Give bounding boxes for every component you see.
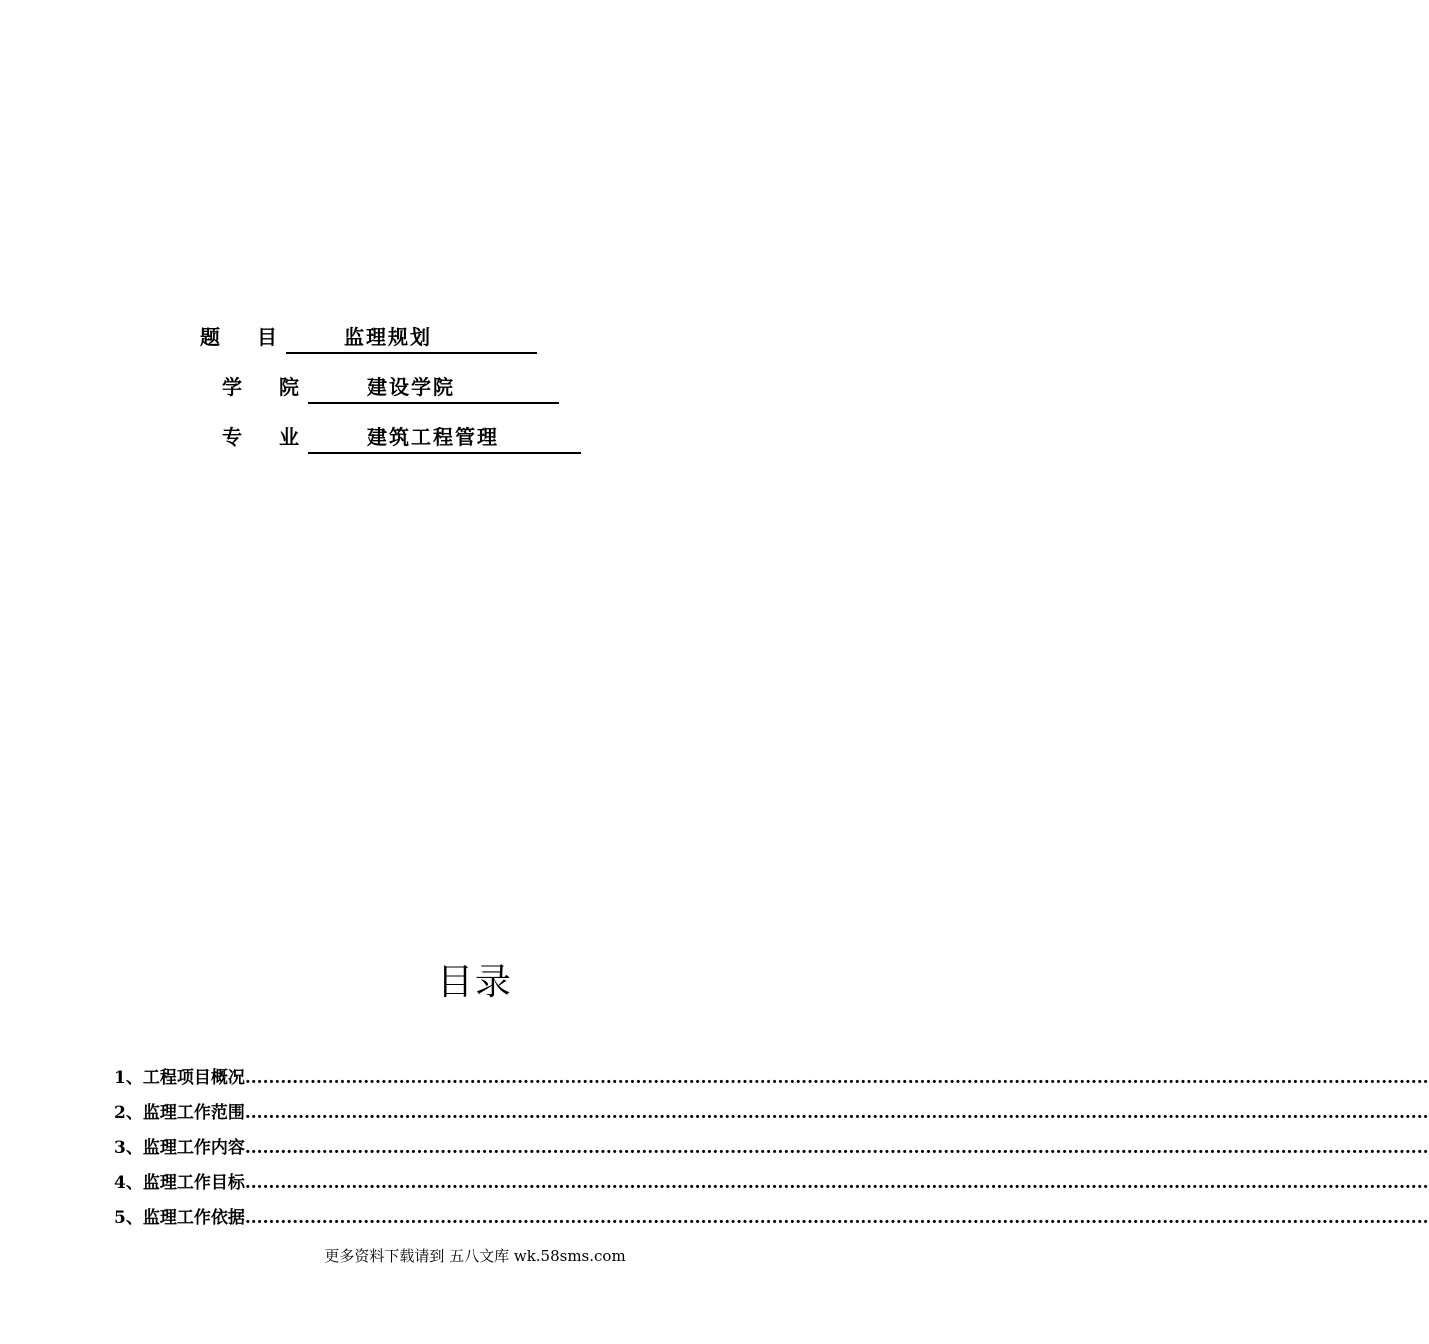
toc-item[interactable] — [114, 1161, 1429, 1196]
cover-major-label-char-2: 业 — [279, 425, 300, 449]
cover-major-value: 建筑工程管理 — [367, 425, 499, 449]
cover-college-label-char-1: 学 — [222, 375, 243, 399]
cover-college-label — [222, 372, 300, 402]
toc-leader-dots: ........................................................................................................................................................................................................ — [244, 1208, 1429, 1228]
cover-major-label-char-1: 专 — [222, 425, 243, 449]
cover-major-row — [222, 422, 582, 454]
toc-leader-dots: ........................................................................................................................................................................................................ — [244, 1103, 1429, 1123]
cover-subject-label-char-2: 目 — [257, 325, 278, 349]
toc-item-number: 1、 — [114, 1068, 143, 1088]
toc-item[interactable] — [114, 1196, 1429, 1231]
toc-item-number: 5、 — [114, 1208, 143, 1228]
toc-item-number: 2、 — [114, 1103, 143, 1123]
cover-college-row — [222, 372, 562, 404]
cover-college-value: 建设学院 — [367, 375, 455, 399]
toc-leader-dots: ........................................................................................................................................................................................................ — [244, 1173, 1429, 1193]
cover-major-label — [222, 422, 300, 452]
toc-item-text: 监理工作依据 — [142, 1208, 245, 1228]
toc-item-number: 3、 — [114, 1138, 143, 1158]
toc-item[interactable] — [114, 1126, 1429, 1161]
toc-item-text: 监理工作目标 — [142, 1173, 245, 1193]
cover-subject-label — [200, 322, 278, 352]
toc-item-text: 监理工作范围 — [142, 1103, 245, 1123]
toc-item[interactable] — [114, 1091, 1429, 1126]
cover-subject-value: 监理规划 — [344, 325, 432, 349]
toc-leader-dots: ........................................................................................................................................................................................................ — [244, 1068, 1429, 1088]
cover-subject-label-char-1: 题 — [200, 325, 221, 349]
toc-item-text: 工程项目概况 — [142, 1068, 245, 1088]
cover-subject-row — [200, 322, 540, 354]
toc-item-text: 监理工作内容 — [142, 1138, 245, 1158]
toc-item[interactable] — [114, 1056, 1429, 1091]
toc-list — [114, 1056, 1429, 1231]
toc-leader-dots: ........................................................................................................................................................................................................ — [244, 1138, 1429, 1158]
toc-title: 目录 — [436, 962, 513, 1003]
toc-item-number: 4、 — [114, 1173, 143, 1193]
footer-text: 更多资料下载请到 五八文库 wk.58sms.com — [324, 1247, 626, 1265]
cover-college-label-char-2: 院 — [279, 375, 300, 399]
